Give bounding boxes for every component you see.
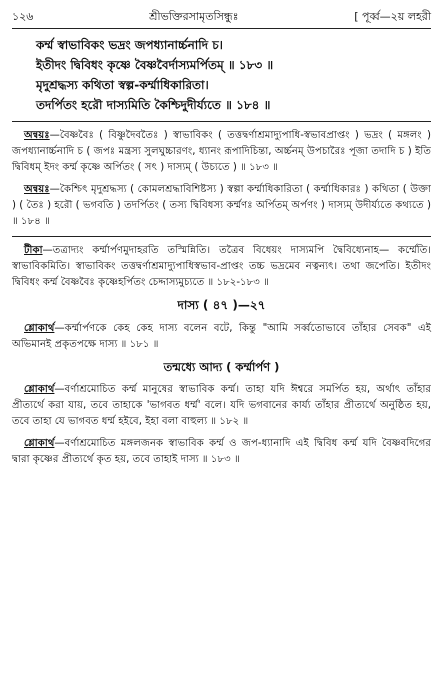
shlokartha-text: —বর্ণাশ্রমোচিত কর্ম্ম মানুষের স্বাভাবিক কর্ম্ম। তাহা যদি ঈশ্বরে সমর্পিত হয়, অর্থাৎ তাঁহার প্রীত্যর্থে করা যায়, তবে তাহাকে 'ভাগবত ধর্ম্ম' বলে। যদি ভগবানের কার্য্য তাঁহার প্রীত্যর্থে অনুষ্ঠিত হয়, তবে তাহা যে ভাগবত ধর্ম্ম হইবে, ইহা বলা বাহুল্য ॥ ১৮২ ॥ [12,384,431,427]
anvaya-text: —কৈশ্চিৎ মৃদুশ্রদ্ধস্য ( কোমলশ্রদ্ধাবিশিষ্টস্য ) স্বল্পা কর্ম্মাধিকারিতা ( কর্ম্মাধিকারঃ ) কথিতা ( উক্তা ) ( তৈঃ ) হরৌ ( ভগবতি ) তদর্পিতং ( তস্য দ্বিবিধস্য কর্ম্মণঃ অর্পিতম্ অর্পণং ) দাস্যম্ উদীর্য্যতে কথ্যতে ) ॥ ১৮৪ ॥ [12,184,431,227]
anvaya-paragraph-1 [12,128,431,176]
shlokartha-text: —কর্ম্মার্পণকে কেহ কেহ দাস্য বলেন বটে, কিন্তু "আমি সর্ব্বতোভাবে তাঁহার সেবক" এই অভিমানই প্রকৃতপক্ষে দাস্য ॥ ১৮১ ॥ [12,323,431,350]
shlokartha-label: শ্লোকার্থ [24,384,55,395]
page-header [12,8,431,26]
verse-line: ইতীদং দ্বিবিধং কৃষ্ণে বৈষ্ণবৈর্দাস্যমর্পিতম্ ॥ ১৮৩ ॥ [36,58,274,72]
tika-label: টীকা [24,245,43,256]
shlokartha-paragraph-3 [12,436,431,468]
shlokartha-text: —বর্ণাশ্রমোচিত মঙ্গলজনক স্বাভাবিক কর্ম্ম ও জপ-ধ্যানাদি এই দ্বিবিধ কর্ম্ম যদি বৈষ্ণবদিগের দ্বারা কৃষ্ণের প্রীত্যর্থে কৃত হয়, তবে তাহাই দাস্য ॥ ১৮৩ ॥ [12,438,431,465]
shlokartha-paragraph-2 [12,382,431,430]
anvaya-label: অন্বয়ঃ [24,184,50,195]
anvaya-text: —বৈষ্ণবৈঃ ( বিষ্ণুদৈবতৈঃ ) স্বাভাবিকং ( তত্তদ্বর্ণাশ্রমাদ্যুপাধি-স্বভাবপ্রাপ্তং ) ভদ্রং ( মঙ্গলং ) জপধ্যানার্চ্চনাদি চ ( জপঃ মন্ত্রস্য সুলঘুচ্চারণং, ধ্যানং রূপাদিচিন্তা, অর্চ্চনম্ উপচারৈঃ পূজা তদাদি চ ) ইতি দ্বিবিধম্ ইদং কর্ম্ম কৃষ্ণে অর্পিতং ( সৎ ) দাস্যম্ ( উচ্যতে ) ॥ ১৮৩ ॥ [12,130,431,173]
tika-paragraph [12,243,431,291]
divider [12,121,431,122]
section-title: দাস্য ( ৪৭ )—২৭ [177,298,266,312]
shlokartha-label: শ্লোকার্থ [24,323,55,334]
verse-line: মৃদুশ্রদ্ধস্য কথিতা স্বল্প-কর্ম্মাধিকারিতা। [36,78,209,92]
tika-text: —তত্রাদ্যং কর্ম্মার্পণমুদাহরতি তস্মিন্নিতি। তত্রৈব বিধেয়ং দাস্যমপি দ্বৈবিধ্যেনাহ— কর্ম্মেতি। স্বাভাবিকমিতি। স্বাভাবিকং তত্তদ্বর্ণাশ্রমাদ্যুপাধিস্বভাব-প্রাপ্তং তচ্চ ভদ্রমেব নত্বন্যৎ। তথা জপেতি। ইতীদং দ্বিবিধং কর্ম্ম বৈষ্ণবৈঃ কৃষ্ণেহর্পিতং চেদ্দাস্যমুচ্যতে ॥ ১৮২-১৮৩ ॥ [12,245,431,288]
divider [12,236,431,237]
shlokartha-label: শ্লোকার্থ [24,438,55,449]
shlokartha-paragraph-1 [12,321,431,353]
verse-line: কর্ম্ম স্বাভাবিকং ভদ্রং জপধ্যানার্চ্চনাদি চ। [36,38,223,52]
verse-line: তদর্পিতং হরৌ দাস্যমিতি কৈশ্চিদুদীর্য্যতে ॥ ১৮৪ ॥ [36,98,271,112]
sanskrit-verse [36,35,431,115]
page-number: ১২৬ [12,9,34,23]
anvaya-label: অন্বয়ঃ [24,130,50,141]
header-divider [12,28,431,29]
anvaya-paragraph-2 [12,182,431,230]
book-title: শ্রীভক্তিরসামৃতসিন্ধুঃ [149,9,239,23]
section-indicator: [ পূর্ব্ব—২য় লহরী [354,9,431,23]
subsection-title: তন্মধ্যে আদ্য ( কর্ম্মার্পণ ) [163,360,280,374]
